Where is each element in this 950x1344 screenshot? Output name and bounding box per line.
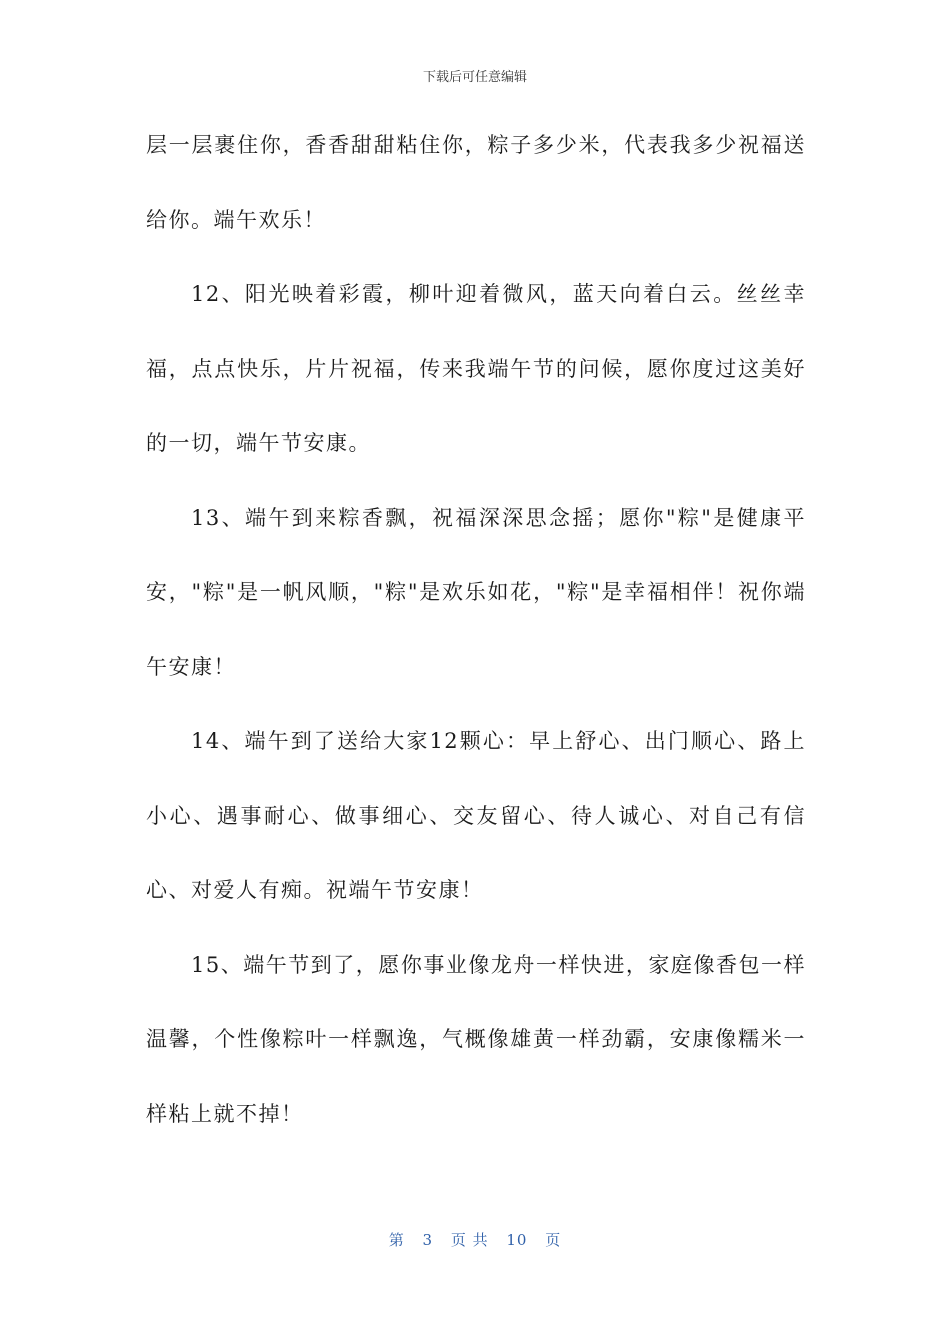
paragraph-item-15: 15、端午节到了，愿你事业像龙舟一样快进，家庭像香包一样温馨，个性像粽叶一样飘逸，气概像雄黄一样劲霸，安康像糯米一样粘上就不掉！ bbox=[146, 952, 806, 1126]
current-page-number: 3 bbox=[422, 1231, 434, 1249]
paragraph-item-14: 14、端午到了送给大家12颗心：早上舒心、出门顺心、路上小心、遇事耐心、做事细心、交友留心、待人诚心、对自己有信心、对爱人有痴。祝端午节安康！ bbox=[146, 729, 806, 902]
footer-suffix: 页 bbox=[545, 1231, 562, 1249]
paragraph-continuation: 层一层裹住你，香香甜甜粘住你，粽子多少米，代表我多少祝福送给你。端午欢乐！ bbox=[146, 133, 806, 232]
document-body bbox=[146, 108, 806, 1151]
total-pages-number: 10 bbox=[506, 1231, 528, 1249]
footer-middle: 页 共 bbox=[450, 1231, 489, 1249]
header-text: 下载后可任意编辑 bbox=[422, 70, 527, 85]
paragraph-item-13: 13、端午到来粽香飘，祝福深深思念摇；愿你"粽"是健康平安，"粽"是一帆风顺，"粽"是欢乐如花，"粽"是幸福相伴！祝你端午安康！ bbox=[146, 505, 806, 679]
footer-prefix: 第 bbox=[388, 1231, 405, 1249]
page-header bbox=[0, 66, 950, 85]
page-footer bbox=[0, 1229, 950, 1250]
paragraph-item-12: 12、阳光映着彩霞，柳叶迎着微风，蓝天向着白云。丝丝幸福，点点快乐，片片祝福，传来我端午节的问候，愿你度过这美好的一切，端午节安康。 bbox=[146, 282, 806, 455]
